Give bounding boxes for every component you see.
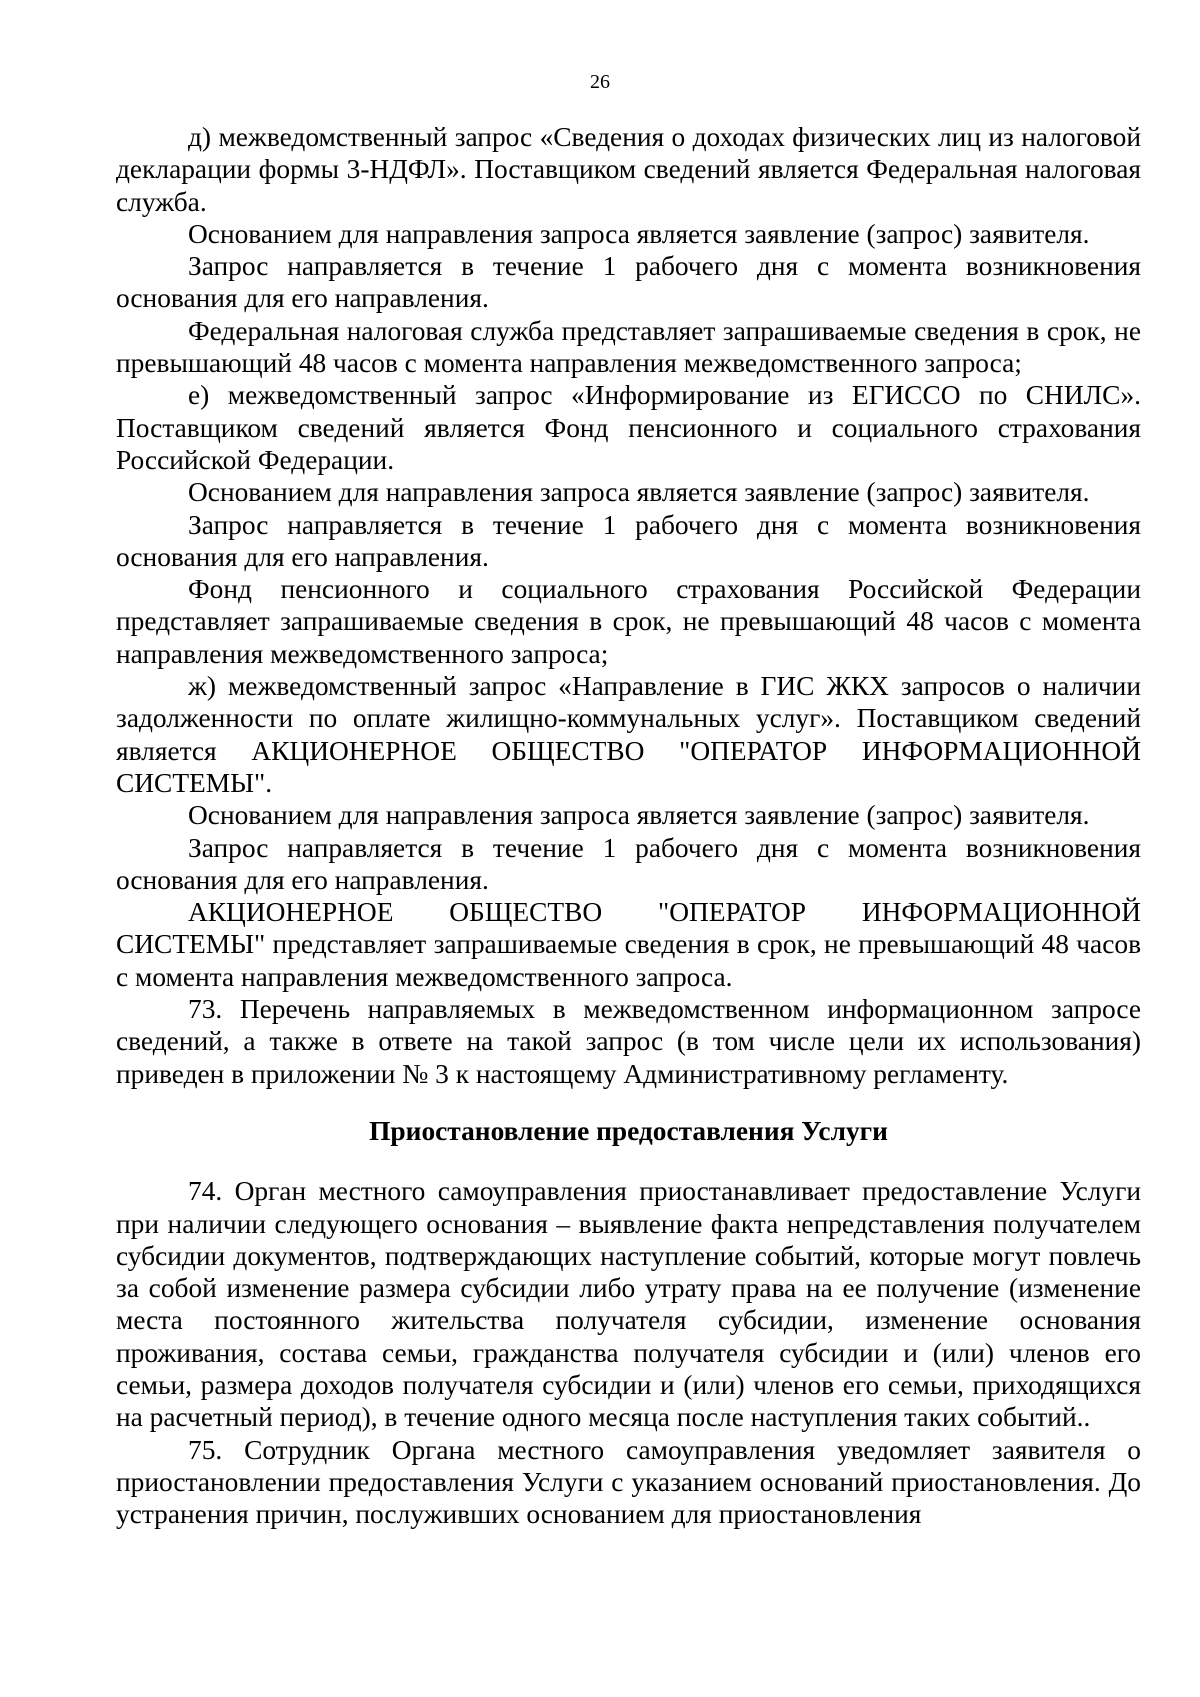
paragraph: Основанием для направления запроса является заявление (запрос) заявителя.: [188, 800, 1090, 831]
paragraph: Фонд пенсионного и социального страхования Российской Федерации представляет запрашиваемые сведения в срок, не превышающий 48 часов с момента направления межведомственного запроса;: [116, 574, 1141, 669]
paragraph: Основанием для направления запроса является заявление (запрос) заявителя.: [188, 218, 1090, 249]
paragraph: Запрос направляется в течение 1 рабочего дня с момента возникновения основания для его направления.: [116, 509, 1141, 572]
section-heading: Приостановление предоставления Услуги: [369, 1115, 888, 1146]
paragraph: 73. Перечень направляемых в межведомственном информационном запросе сведений, а также в ответе на такой запрос (в том числе цели их использования) приведен в приложении № 3 к настоящему Административному регламенту.: [116, 994, 1141, 1089]
paragraph: е) межведомственный запрос «Информирование из ЕГИССО по СНИЛС». Поставщиком сведений является Фонд пенсионного и социального страхования Российской Федерации.: [116, 380, 1141, 475]
paragraph: Федеральная налоговая служба представляет запрашиваемые сведения в срок, не превышающий 48 часов с момента направления межведомственного запроса;: [116, 315, 1141, 379]
paragraph: Запрос направляется в течение 1 рабочего дня с момента возникновения основания для его направления.: [116, 832, 1141, 895]
paragraph: д) межведомственный запрос «Сведения о доходах физических лиц из налоговой декларации формы 3-НДФЛ». Поставщиком сведений является Федеральная налоговая служба.: [116, 122, 1141, 217]
paragraph: 75. Сотрудник Органа местного самоуправления уведомляет заявителя о приостановлении предоставления Услуги с указанием оснований приостановления. До устранения причин, послуживших основанием для приостановления: [116, 1434, 1141, 1530]
page-number: 26: [590, 71, 610, 93]
paragraph: 74. Орган местного самоуправления приостанавливает предоставление Услуги при наличии следующего основания – выявление факта непредставления получателем субсидии документов, подтверждающих наступление событий, которые могут повлечь за собой изменение размера субсидии либо утрату права на ее получение (изменение места постоянного жительства получателя субсидии, изменение основания проживания, состава семьи, гражданства получателя субсидии и (или) членов его семьи, размера доходов получателя субсидии и (или) членов его семьи, приходящихся на расчетный период), в течение одного месяца после наступления таких событий..: [116, 1176, 1141, 1433]
paragraph: ж) межведомственный запрос «Направление в ГИС ЖКХ запросов о наличии задолженности по оплате жилищно-коммунальных услуг». Поставщиком сведений является АКЦИОНЕРНОЕ ОБЩЕСТВО "ОПЕРАТОР ИНФОРМАЦИОННОЙ СИСТЕМЫ".: [116, 671, 1141, 798]
paragraph: Основанием для направления запроса является заявление (запрос) заявителя.: [188, 477, 1090, 508]
paragraph: Запрос направляется в течение 1 рабочего дня с момента возникновения основания для его направления.: [116, 251, 1141, 314]
paragraph: АКЦИОНЕРНОЕ ОБЩЕСТВО "ОПЕРАТОР ИНФОРМАЦИОННОЙ СИСТЕМЫ" представляет запрашиваемые сведения в срок, не превышающий 48 часов с момента направления межведомственного запроса.: [116, 897, 1141, 992]
document-body: [116, 121, 1141, 1530]
